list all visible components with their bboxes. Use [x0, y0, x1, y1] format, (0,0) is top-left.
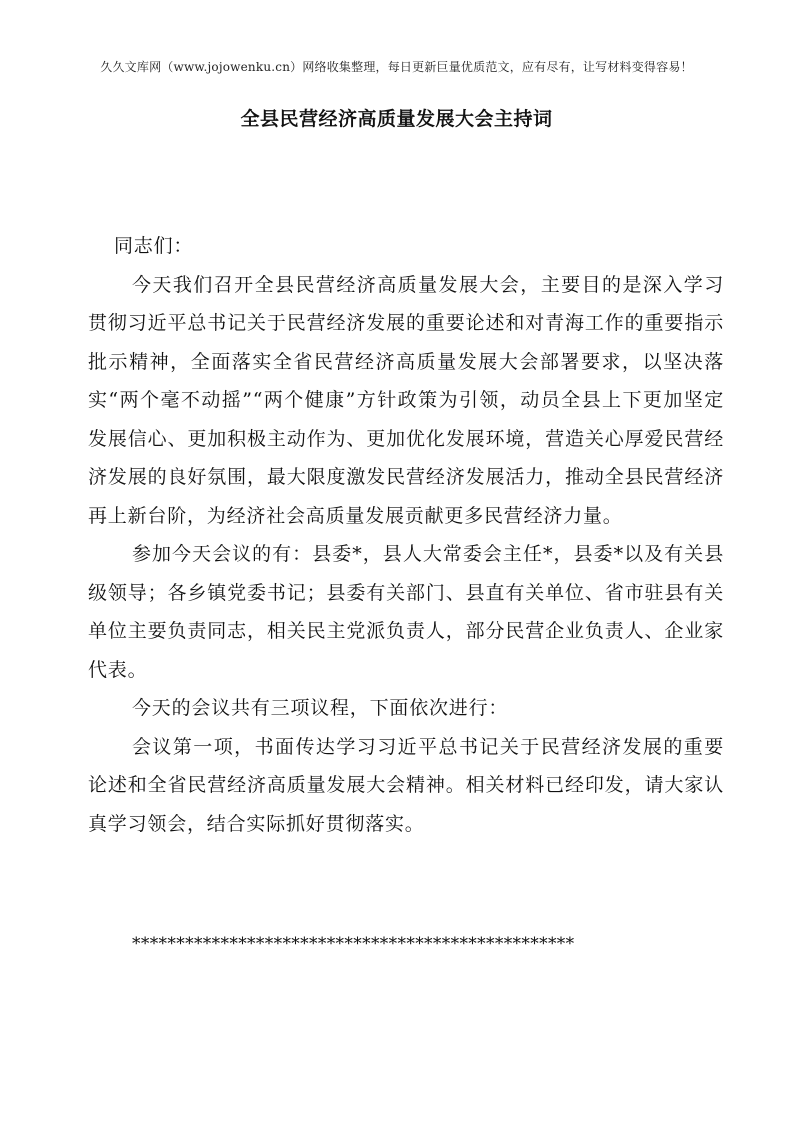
section-separator: ************************************************** [132, 934, 575, 954]
greeting: 同志们： [114, 235, 194, 257]
document-title: 全县民营经济高质量发展大会主持词 [240, 108, 553, 130]
site-header-note: 久久文库网（www.jojowenku.cn）网络收集整理，每日更新巨量优质范文，应有尽有，让写材料变得容易！ [100, 60, 693, 74]
paragraph-agenda-intro: 今天的会议共有三项议程，下面依次进行： [132, 697, 509, 719]
paragraph-agenda-item-one: 会议第一项，书面传达学习习近平总书记关于民营经济发展的重要论述和全省民营经济高质量发展大会精神。相关材料已经印发，请大家认真学习领会，结合实际抓好贯彻落实。 [88, 735, 724, 835]
paragraph-attendees: 参加今天会议的有：县委*，县人大常委会主任*，县委*以及有关县级领导；各乡镇党委书记；县委有关部门、县直有关单位、省市驻县有关单位主要负责同志，相关民主党派负责人，部分民营企业负责人、企业家代表。 [88, 543, 724, 681]
paragraph-opening-purpose: 今天我们召开全县民营经济高质量发展大会，主要目的是深入学习贯彻习近平总书记关于民营经济发展的重要论述和对青海工作的重要指示批示精神，全面落实全省民营经济高质量发展大会部署要求，以坚决落实“两个毫不动摇”“两个健康”方针政策为引领，动员全县上下更加坚定发展信心、更加积极主动作为、更加优化发展环境，营造关心厚爱民营经济发展的良好氛围，最大限度激发民营经济发展活力，推动全县民营经济再上新台阶，为经济社会高质量发展贡献更多民营经济力量。 [88, 273, 724, 527]
document-body [88, 227, 724, 843]
